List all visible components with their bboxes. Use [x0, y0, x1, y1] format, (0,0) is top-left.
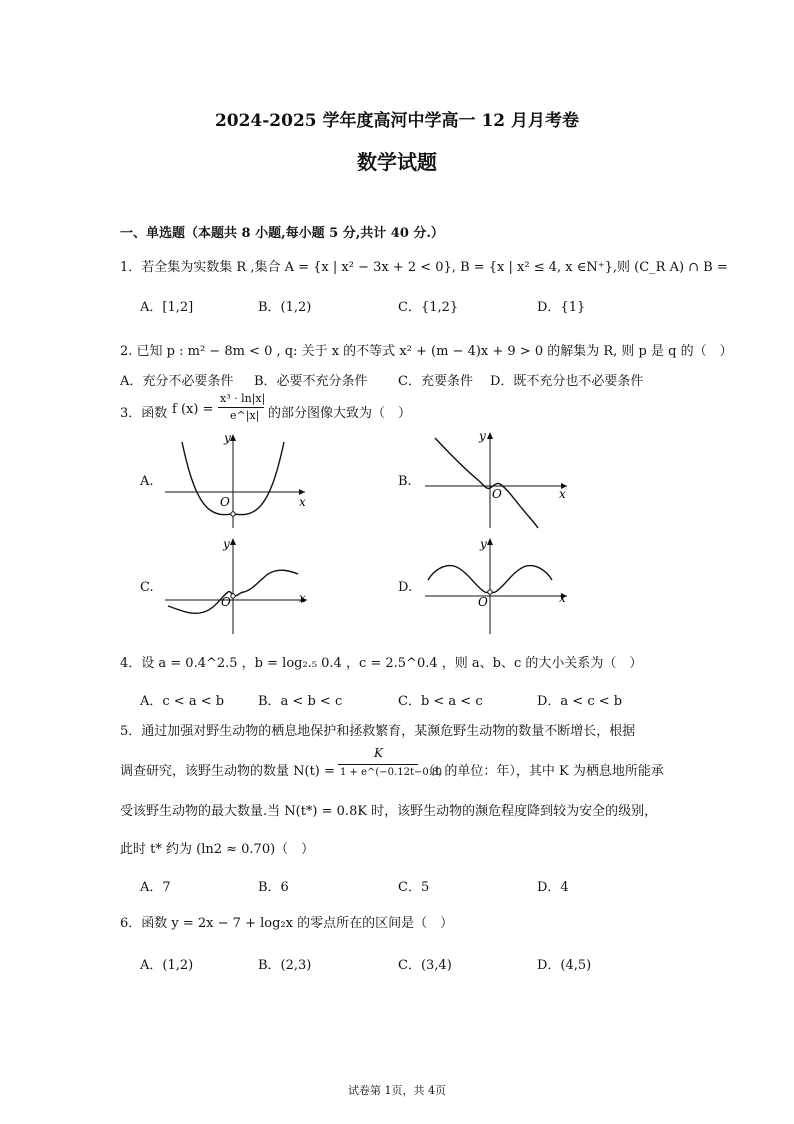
graph-a-y-label: y	[224, 431, 231, 445]
question-6-stem: 6．函数 y = 2x − 7 + log₂x 的零点所在的区间是（ ）	[120, 916, 454, 931]
graph-a-label: A.	[140, 474, 154, 489]
question-4-stem: 4．设 a = 0.4^2.5 ，b = log₂.₅ 0.4 ，c = 2.5^0.4 ，则 a、b、c 的大小关系为（ ）	[120, 656, 643, 671]
question-6-option-a: A．(1,2)	[140, 958, 194, 973]
question-4-option-b: B．a < b < c	[258, 694, 343, 709]
question-4-option-a: A．c < a < b	[140, 694, 225, 709]
question-6-option-d: D．(4,5)	[537, 958, 592, 973]
graph-d-label: D.	[398, 580, 413, 595]
graph-d-y-label: y	[480, 537, 487, 551]
question-3-prefix: 3．函数	[120, 406, 168, 421]
question-2-option-b: B．必要不充分条件	[254, 374, 368, 389]
question-4-option-d: D．a < c < b	[537, 694, 623, 709]
question-5-frac-num: K	[374, 746, 383, 760]
question-3-denominator: e^|x|	[230, 409, 260, 422]
graph-b-x-label: x	[559, 487, 566, 501]
question-4-option-c: C．b < a < c	[398, 694, 483, 709]
question-2-option-c: C．充要条件	[398, 374, 473, 389]
question-1-option-a: A．[1,2]	[140, 300, 194, 315]
question-6-option-b: B．(2,3)	[258, 958, 312, 973]
question-3-suffix: 的部分图像大致为（ ）	[268, 406, 412, 421]
graph-d-x-label: x	[559, 591, 566, 605]
question-2-stem: 2. 已知 p : m² − 8m < 0 , q: 关于 x 的不等式 x² + (m − 4)x + 9 > 0 的解集为 R, 则 p 是 q 的（ ）	[120, 344, 733, 359]
question-3-func: f (x) =	[172, 402, 214, 417]
question-1-stem: 1．若全集为实数集 R ,集合 A = {x | x² − 3x + 2 < 0}, B = {x | x² ≤ 4, x ∈N⁺},则 (C_R A) ∩ B =	[120, 260, 728, 275]
graph-c	[160, 536, 320, 636]
question-5-line-4: 此时 t* 约为 (ln2 ≈ 0.70)（ ）	[120, 842, 315, 857]
graph-c-x-label: x	[299, 591, 306, 605]
graph-c-origin: O	[221, 595, 231, 609]
graph-a	[160, 430, 320, 530]
graph-d-origin: O	[478, 595, 488, 609]
question-5-line-1: 5．通过加强对野生动物的栖息地保护和拯救繁育，某濒危野生动物的数量不断增长，根据	[120, 724, 636, 739]
question-5-line-3: 受该野生动物的最大数量.当 N(t*) = 0.8K 时，该野生动物的濒危程度降到较为安全的级别，	[120, 804, 658, 819]
question-1-option-b: B．(1,2)	[258, 300, 312, 315]
question-1-option-d: D．{1}	[537, 300, 586, 315]
question-5-line-2b: （t 的单位：年），其中 K 为栖息地所能承	[422, 764, 664, 779]
question-2-option-d: D．既不充分也不必要条件	[490, 374, 644, 389]
page-footer: 试卷第 1页，共 4页	[348, 1084, 446, 1097]
question-5-option-a: A．7	[140, 880, 171, 895]
question-1-option-c: C．{1,2}	[398, 300, 459, 315]
graph-b-y-label: y	[479, 430, 486, 443]
graph-a-x-label: x	[299, 495, 306, 509]
graph-c-y-label: y	[223, 537, 230, 551]
question-5-fraction-bar	[338, 764, 418, 765]
question-5-line-2: 调查研究，该野生动物的数量 N(t) =	[120, 764, 335, 779]
question-5-option-d: D．4	[537, 880, 569, 895]
question-5-frac-den: 1 + e^(−0.12t−0.8)	[340, 767, 443, 778]
section-heading: 一、单选题（本题共 8 小题,每小题 5 分,共计 40 分.）	[120, 226, 444, 241]
graph-c-label: C.	[140, 580, 154, 595]
question-3-fraction-bar	[218, 407, 264, 408]
exam-subtitle: 数学试题	[357, 150, 437, 174]
question-5-option-c: C．5	[398, 880, 430, 895]
graph-b-origin: O	[492, 487, 502, 501]
question-3-numerator: x³ · ln|x|	[220, 392, 266, 405]
graph-b	[420, 430, 580, 530]
question-6-option-c: C．(3,4)	[398, 958, 452, 973]
graph-d	[420, 536, 580, 636]
question-5-option-b: B．6	[258, 880, 289, 895]
question-2-option-a: A．充分不必要条件	[120, 374, 234, 389]
graph-a-origin: O	[220, 495, 230, 509]
exam-title: 2024-2025 学年度高河中学高一 12 月月考卷	[214, 111, 580, 131]
graph-b-label: B.	[398, 474, 412, 489]
